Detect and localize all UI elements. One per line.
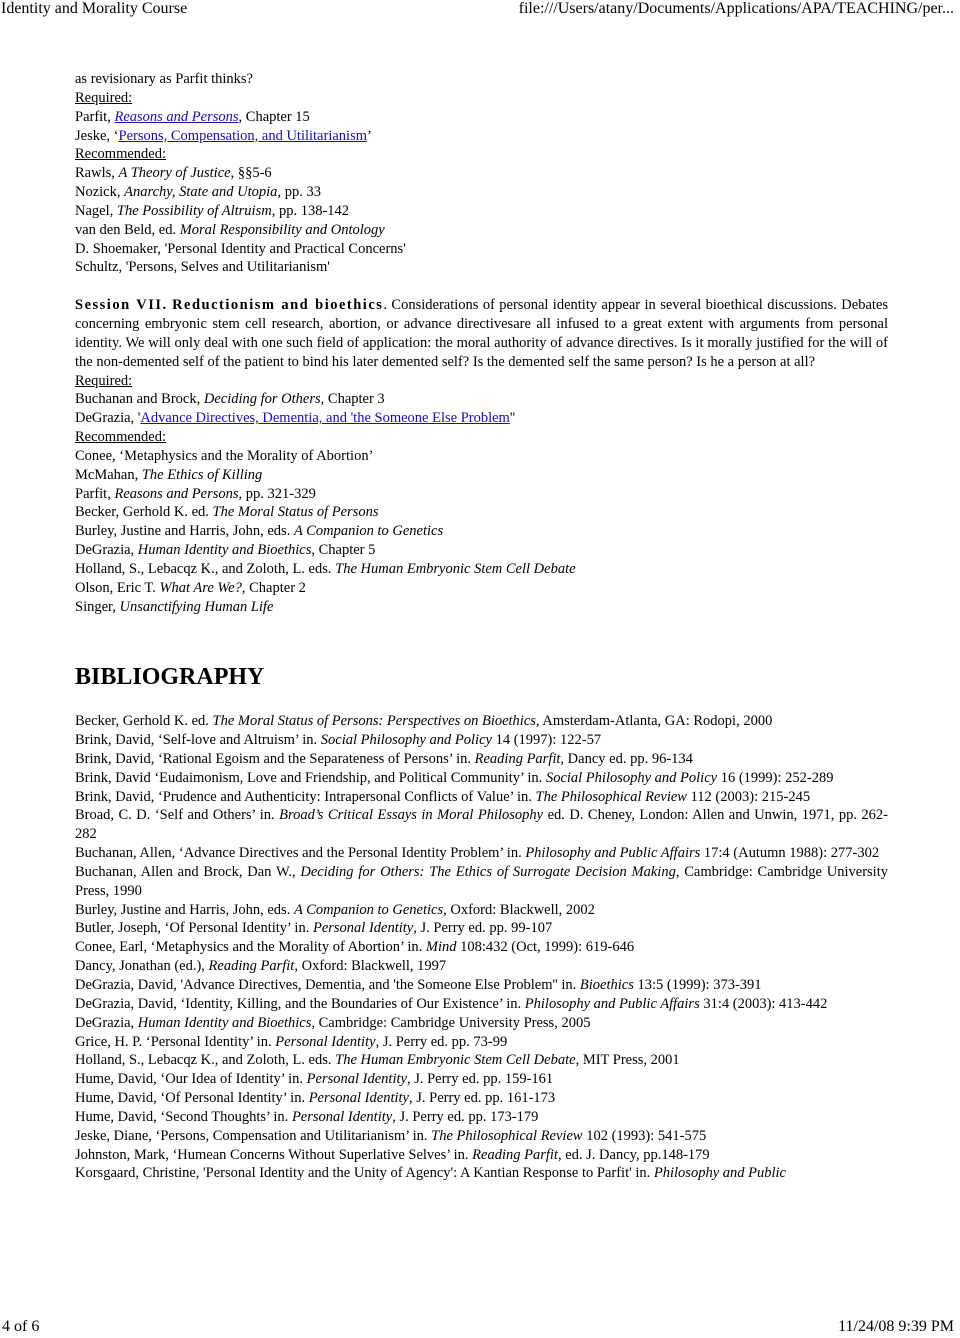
bibliography-entry: Conee, Earl, ‘Metaphysics and the Morality of Abortion’ in. Mind 108:432 (Oct, 1999): 619-646 [75,939,635,956]
required-label: Required: [75,372,133,389]
reading-item: Burley, Justine and Harris, John, eds. A Companion to Genetics [75,523,444,540]
reading-item: Olson, Eric T. What Are We?, Chapter 2 [75,579,306,596]
bibliography-entry: Butler, Joseph, ‘Of Personal Identity’ in. Personal Identity, J. Perry ed. pp. 99-107 [75,920,553,937]
reading-item: DeGrazia, Human Identity and Bioethics, Chapter 5 [75,542,376,559]
bibliography-entry: Broad, C. D. ‘Self and Others’ in. Broad’s Critical Essays in Moral Philosophy ed. D. Cheney, London: Allen and Unwin, 1971, pp. 262-282 [75,807,889,843]
bibliography-entry: DeGrazia, David, ‘Identity, Killing, and the Boundaries of Our Existence’ in. Philosophy and Public Affairs 31:4 (2003): 413-442 [75,995,828,1012]
file-path: file:///Users/atany/Documents/Applications/APA/TEACHING/per... [518,0,954,17]
reading-link[interactable]: Reasons and Persons [114,108,239,125]
bibliography-entry: Buchanan, Allen, ‘Advance Directives and the Personal Identity Problem’ in. Philosophy and Public Affairs 17:4 (Autumn 1988): 277-302 [75,845,880,862]
bibliography-entry: Dancy, Jonathan (ed.), Reading Parfit, Oxford: Blackwell, 1997 [75,958,447,975]
bibliography-entry: Brink, David, ‘Self-love and Altruism’ in. Social Philosophy and Policy 14 (1997): 122-57 [75,732,602,748]
required-label: Required: [75,89,133,106]
reading-link[interactable]: Persons, Compensation, and Utilitarianism [118,127,367,144]
bibliography-entry: Becker, Gerhold K. ed. The Moral Status of Persons: Perspectives on Bioethics, Amsterdam-Atlanta, GA: Rodopi, 2000 [75,713,773,730]
spacer [75,635,888,654]
bibliography-entry: Holland, S., Lebacqz K., and Zoloth, L. eds. The Human Embryonic Stem Cell Debate, MIT Press, 2001 [75,1052,680,1069]
reading-item: Parfit, Reasons and Persons, Chapter 15 [75,108,310,125]
reading-item: Rawls, A Theory of Justice, §§5-6 [75,165,272,182]
reading-item: Jeske, ‘Persons, Compensation, and Utilitarianism’ [75,127,372,144]
spacer [75,277,888,296]
print-timestamp: 11/24/08 9:39 PM [838,1318,954,1335]
reading-item: McMahan, The Ethics of Killing [75,466,263,483]
bibliography-entry: Buchanan, Allen and Brock, Dan W., Deciding for Others: The Ethics of Surrogate Decision Making, Cambridge: Cambridge University Press, 1990 [75,863,888,899]
reading-item: Becker, Gerhold K. ed. The Moral Status of Persons [75,504,379,521]
reading-link[interactable]: Advance Directives, Dementia, and 'the Someone Else Problem [140,410,510,427]
bibliography-entry: Brink, David, ‘Prudence and Authenticity: Intrapersonal Conflicts of Value’ in. The Philosophical Review 112 (2003): 215-245 [75,788,811,805]
print-header [0,0,960,22]
reading-item: Conee, ‘Metaphysics and the Morality of Abortion’ [75,447,374,464]
document-title: Identity and Morality Course [1,0,188,17]
print-footer [0,1318,960,1338]
bibliography-entry: Hume, David, ‘Of Personal Identity’ in. Personal Identity, J. Perry ed. pp. 161-173 [75,1090,556,1107]
bibliography-entry: Hume, David, ‘Our Idea of Identity’ in. Personal Identity, J. Perry ed. pp. 159-161 [75,1071,554,1088]
bibliography-entry: DeGrazia, David, 'Advance Directives, Dementia, and 'the Someone Else Problem'' in. Bioethics 13:5 (1999): 373-391 [75,976,762,993]
bibliography-list [75,712,888,1183]
reading-item: Holland, S., Lebacqz K., and Zoloth, L. eds. The Human Embryonic Stem Cell Debate [75,560,576,577]
bibliography-entry: Johnston, Mark, ‘Humean Concerns Without Superlative Selves’ in. Reading Parfit, ed. J. Dancy, pp.148-179 [75,1146,710,1163]
reading-item: D. Shoemaker, 'Personal Identity and Practical Concerns' [75,240,406,257]
spacer [75,616,888,635]
reading-item: DeGrazia, 'Advance Directives, Dementia, and 'the Someone Else Problem'' [75,410,516,427]
reading-item: Schultz, 'Persons, Selves and Utilitarianism' [75,259,330,276]
recommended-label: Recommended: [75,146,167,163]
page-number: 4 of 6 [2,1318,40,1335]
bibliography-entry: Korsgaard, Christine, 'Personal Identity and the Unity of Agency': A Kantian Response to Parfit' in. Philosophy and Public [75,1165,786,1182]
reading-item: Nagel, The Possibility of Altruism, pp. 138-142 [75,202,350,219]
bibliography-entry: Hume, David, ‘Second Thoughts’ in. Personal Identity, J. Perry ed. pp. 173-179 [75,1108,539,1125]
bibliography-heading: BIBLIOGRAPHY [75,664,265,691]
bibliography-entry: Grice, H. P. ‘Personal Identity’ in. Personal Identity, J. Perry ed. pp. 73-99 [75,1033,508,1050]
bibliography-entry: DeGrazia, Human Identity and Bioethics, Cambridge: Cambridge University Press, 2005 [75,1014,591,1031]
spacer [75,700,888,712]
session-title: Reductionism and bioethics [172,297,384,314]
bibliography-entry: Brink, David ‘Eudaimonism, Love and Friendship, and Political Community’ in. Social Philosophy and Policy 16 (1999): 252-289 [75,769,834,786]
reading-item: Singer, Unsanctifying Human Life [75,598,274,615]
session-description [75,296,888,371]
reading-item: van den Beld, ed. Moral Responsibility and Ontology [75,221,385,238]
session-body: . Considerations of personal identity appear in several bioethical discussions. Debates concerning embryonic stem cell research, abortion, or advance directivesare all infused to a great extent with arguments from personal identity. We will only deal with one such field of application: the moral authority of advance directives. Is it morally justified for the will of the non-demented self of the patient to bind his later demented self? Is the demented self the same person? Is he a person at all? [75,297,889,370]
bibliography-entry: Brink, David, ‘Rational Egoism and the Separateness of Persons’ in. Reading Parfit, Dancy ed. pp. 96-134 [75,750,693,767]
intro-line: as revisionary as Parfit thinks? [75,71,253,87]
reading-item: Parfit, Reasons and Persons, pp. 321-329 [75,485,316,502]
session-label: Session VII. [75,297,168,314]
bibliography-entry: Jeske, Diane, ‘Persons, Compensation and Utilitarianism’ in. The Philosophical Review 102 (1993): 541-575 [75,1127,707,1144]
reading-item: Nozick, Anarchy, State and Utopia, pp. 33 [75,184,321,201]
recommended-label: Recommended: [75,429,167,446]
reading-item: Buchanan and Brock, Deciding for Others, Chapter 3 [75,391,385,408]
bibliography-entry: Burley, Justine and Harris, John, eds. A Companion to Genetics, Oxford: Blackwell, 2002 [75,901,595,918]
page-content [75,70,888,1183]
